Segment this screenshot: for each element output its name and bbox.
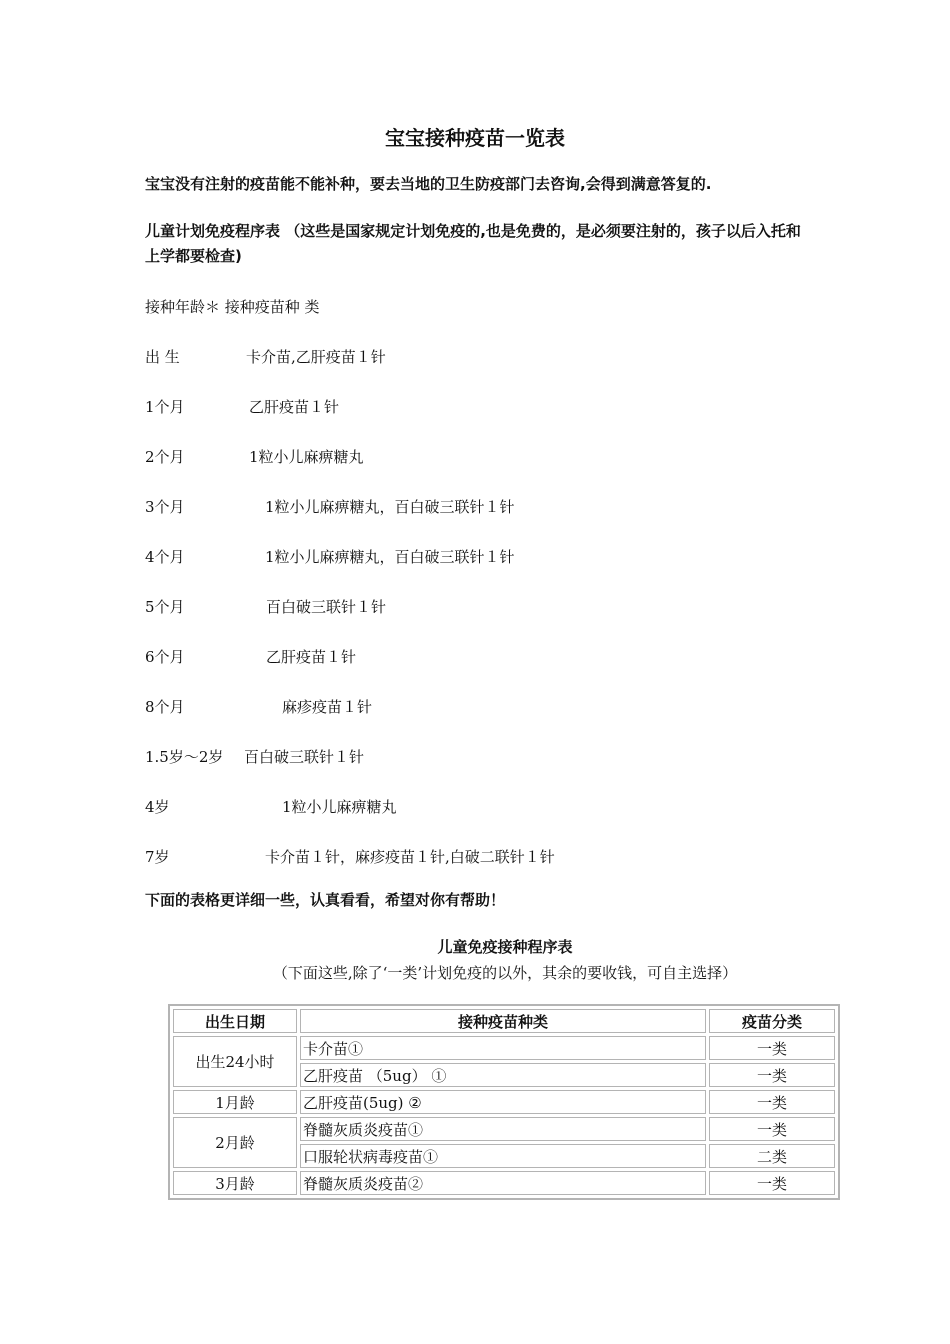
table-cell-vaccine: 乙肝疫苗 （5ug） ① [300, 1063, 706, 1087]
more-detail-note: 下面的表格更详细一些，认真看看，希望对你有帮助！ [145, 891, 506, 909]
schedule-vaccine: 百白破三联针１针 [266, 598, 387, 616]
schedule-vaccine: 乙肝疫苗１针 [249, 398, 340, 416]
schedule-vaccine: 百白破三联针１针 [244, 748, 365, 766]
table-row [173, 1036, 835, 1060]
immunization-table [168, 1004, 840, 1200]
table-cell-category: 一类 [709, 1036, 835, 1060]
table-cell-date: 出生24小时 [173, 1036, 297, 1087]
schedule-vaccine: 卡介苗１针，麻疹疫苗１针,白破二联针１针 [265, 848, 555, 866]
schedule-age: 1个月 [145, 398, 185, 416]
table-subtitle: （下面这些,除了‘一类’计划免疫的以外，其余的要收钱，可自主选择） [272, 964, 738, 982]
schedule-age: 1.5岁～2岁 [145, 748, 224, 766]
schedule-vaccine: 1粒小儿麻痹糖丸 [249, 448, 364, 466]
table-title: 儿童免疫接种程序表 [437, 938, 573, 956]
program-heading: 儿童计划免疫程序表 （这些是国家规定计划免疫的,也是免费的，是必须要注射的，孩子以后入托和上学都要检查) [145, 222, 801, 265]
column-header-date: 出生日期 [173, 1009, 297, 1033]
schedule-age: 7岁 [145, 848, 170, 866]
schedule-age: 3个月 [145, 498, 185, 516]
schedule-vaccine: 1粒小儿麻痹糖丸，百白破三联针１针 [265, 498, 515, 516]
table-cell-date: 2月龄 [173, 1117, 297, 1168]
schedule-vaccine: 乙肝疫苗１针 [266, 648, 357, 666]
schedule-age: 2个月 [145, 448, 185, 466]
table-header-row [173, 1009, 835, 1033]
schedule-age: 4个月 [145, 548, 185, 566]
table-cell-date: 1月龄 [173, 1090, 297, 1114]
table-cell-category: 一类 [709, 1171, 835, 1195]
table-row [173, 1171, 835, 1195]
schedule-vaccine: 1粒小儿麻痹糖丸，百白破三联针１针 [265, 548, 515, 566]
schedule-age: 6个月 [145, 648, 185, 666]
column-header-vaccine: 接种疫苗种类 [300, 1009, 706, 1033]
column-header-category: 疫苗分类 [709, 1009, 835, 1033]
table-cell-vaccine: 脊髓灰质炎疫苗① [300, 1117, 706, 1141]
table-cell-vaccine: 乙肝疫苗(5ug) ② [300, 1090, 706, 1114]
table-row [173, 1117, 835, 1141]
table-cell-category: 一类 [709, 1090, 835, 1114]
table-cell-vaccine: 脊髓灰质炎疫苗② [300, 1171, 706, 1195]
schedule-vaccine: 1粒小儿麻痹糖丸 [282, 798, 397, 816]
table-cell-vaccine: 口服轮状病毒疫苗① [300, 1144, 706, 1168]
intro-paragraph: 宝宝没有注射的疫苗能不能补种，要去当地的卫生防疫部门去咨询,会得到满意答复的. [145, 175, 712, 193]
table-cell-vaccine: 卡介苗① [300, 1036, 706, 1060]
schedule-header: 接种年龄＊ 接种疫苗种 类 [145, 298, 320, 316]
schedule-age: 8个月 [145, 698, 185, 716]
schedule-age: 出 生 [145, 348, 180, 366]
table-cell-category: 二类 [709, 1144, 835, 1168]
schedule-age: 4岁 [145, 798, 170, 816]
schedule-vaccine: 卡介苗,乙肝疫苗１针 [246, 348, 386, 366]
table-cell-category: 一类 [709, 1063, 835, 1087]
page-title: 宝宝接种疫苗一览表 [385, 126, 565, 150]
table-cell-date: 3月龄 [173, 1171, 297, 1195]
schedule-age: 5个月 [145, 598, 185, 616]
table-row [173, 1090, 835, 1114]
schedule-vaccine: 麻疹疫苗１针 [282, 698, 373, 716]
table-cell-category: 一类 [709, 1117, 835, 1141]
